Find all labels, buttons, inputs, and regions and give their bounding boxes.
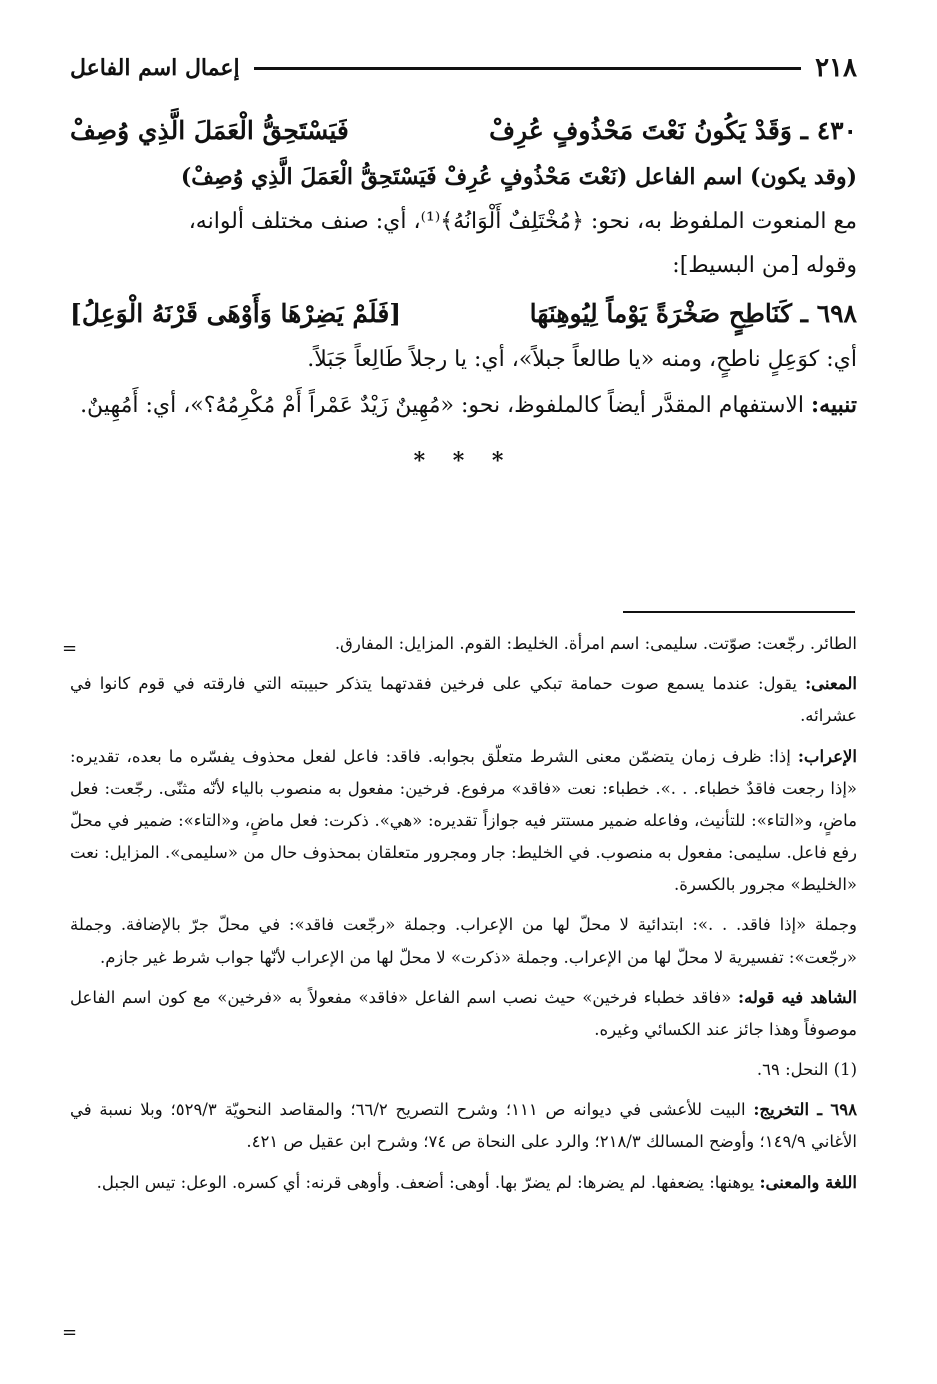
tanbih-label: تنبيه: (811, 391, 857, 418)
continuation-marker-top: = (62, 638, 78, 659)
verse-698 (70, 291, 857, 336)
verse-698-second-hemistich: [فَلَمْ يَضِرْهَا وَأَوْهَى قَرْنَهُ الْوَعِلُ] (70, 299, 402, 329)
running-title: إعمال اسم الفاعل (70, 55, 240, 81)
meaning-text: يقول: عندما يسمع صوت حمامة تبكي على فرخين فقدتهما يتذكر حبيبته التي فارقته في قوم كانوا في عشرائه. (70, 674, 857, 726)
footnote-rule (623, 611, 855, 613)
commentary-line-2: مع المنعوت الملفوظ به، نحو: ﴿مُخْتَلِفٌ أَلْوَانُهُ﴾⁽¹⁾، أي: صنف مختلف ألوانه، (188, 208, 857, 234)
takhrij-text: البيت للأعشى في ديوانه ص ١١١؛ وشرح التصريح ٦٦/٢؛ والمقاصد النحويّة ٥٢٩/٣؛ وبلا نسبة في الأغاني ١٤٩/٩؛ وأوضح المسالك ٢١٨/٣؛ والرد على النحاة ص ٧٤؛ وشرح ابن عقيل ص ٤٢١. (70, 1100, 857, 1152)
verse-698-first-hemistich: ٦٩٨ ـ كَنَاطِحٍ صَخْرَةً يَوْماً لِيُوهِنَهَا (529, 299, 857, 329)
verse-430-first-hemistich: ٤٣٠ ـ وَقَدْ يَكُونُ نَعْتَ مَحْذُوفٍ عُرِفْ (489, 116, 857, 145)
footnote-irab (70, 741, 857, 902)
verse-430 (70, 108, 857, 153)
lugha-label: اللغة والمعنى: (759, 1172, 857, 1192)
irab-text: إذا: ظرف زمان يتضمّن معنى الشرط متعلّق بجوابه. فاقد: فاعل لفعل محذوف يفسّره ما بعده، تقديره: «إذا رجعت فاقدٌ خطباء. . .». خطباء: نعت «فاقد» مرفوع. فرخين: مفعول به منصوب بالياء لأنّه مثنّى. رجّعت: فعل ماضٍ، و«التاء»: للتأنيث، وفاعله ضمير مستتر فيه جوازاً تقديره: «هي». ذكرت: فعل ماضٍ، و«التاء»: ضمير في محلّ رفع فاعل. سليمى: مفعول به منصوب. في الخليط: جار ومجرور متعلقان بمحذوف حال من «سليمى». المزايل: نعت «الخليط» مجرور بالكسرة. (70, 746, 857, 895)
shahid-label: الشاهد فيه قوله: (737, 987, 857, 1007)
irab-label: الإعراب: (797, 746, 857, 766)
footnote-lugha (70, 1167, 857, 1199)
page-number: ٢١٨ (815, 53, 857, 83)
footnote-vocab: الطائر. رجّعت: صوّتت. سليمى: اسم امرأة. الخليط: القوم. المزايل: المفارق. (334, 634, 857, 653)
shahid-text: «فاقد خطباء فرخين» حيث نصب اسم الفاعل «فاقد» مفعولاً به «فرخين» مع كون اسم الفاعل موصوفاً وهذا جائز عند الكسائي وغيره. (70, 987, 857, 1039)
tanbih-note (70, 385, 857, 427)
header-rule (254, 67, 802, 70)
footnote-takhrij (70, 1094, 857, 1158)
meaning-label: المعنى: (805, 674, 857, 694)
explanation-line: أي: كوَعِلٍ ناطحٍ، ومنه «يا طالعاً جبلاً»، أي: يا رجلاً طَالِعاً جَبَلاً. (307, 347, 857, 373)
lugha-text: يوهنها: يضعفها. لم يضرها: لم يضرّ بها. أوهى: أضعف. وأوهى قرنه: أي كسره. الوعل: تيس الجبل. (96, 1172, 760, 1192)
commentary-line-1: (وقد يكون) اسم الفاعل (نَعْتَ مَحْذُوفٍ عُرِفْ فَيَسْتَحِقُّ الْعَمَلَ الَّذِي وُصِفْ) (180, 164, 857, 190)
continuation-marker-bottom: = (62, 1322, 78, 1343)
page-header (70, 48, 857, 88)
section-separator: * * * (413, 448, 514, 475)
footnote-meaning (70, 668, 857, 732)
footnotes (70, 628, 857, 1207)
footnote-1: (1) النحل: ٦٩. (756, 1060, 857, 1080)
commentary-line-3: وقوله [من البسيط]: (672, 253, 857, 279)
footnote-jumal: وجملة «إذا فاقد. . .»: ابتدائية لا محلّ لها من الإعراب. وجملة «رجّعت فاقد»: في محلّ جرّ بالإضافة. وجملة «رجّعت»: تفسيرية لا محلّ لها من الإعراب. وجملة «ذكرت» لا محلّ لها من الإعراب لأنّها جواب شرط غير جازم. (70, 915, 857, 967)
tanbih-text: الاستفهام المقدَّر أيضاً كالملفوظ، نحو: «مُهِينٌ زَيْدٌ عَمْراً أَمْ مُكْرِمُهُ؟»، أي: أَمُهِينٌ. (80, 392, 812, 418)
verse-430-second-hemistich: فَيَسْتَحِقُّ الْعَمَلَ الَّذِي وُصِفْ (70, 116, 349, 145)
footnote-shahid (70, 982, 857, 1046)
main-text (70, 108, 857, 474)
takhrij-label: ٦٩٨ ـ التخريج: (753, 1100, 857, 1120)
